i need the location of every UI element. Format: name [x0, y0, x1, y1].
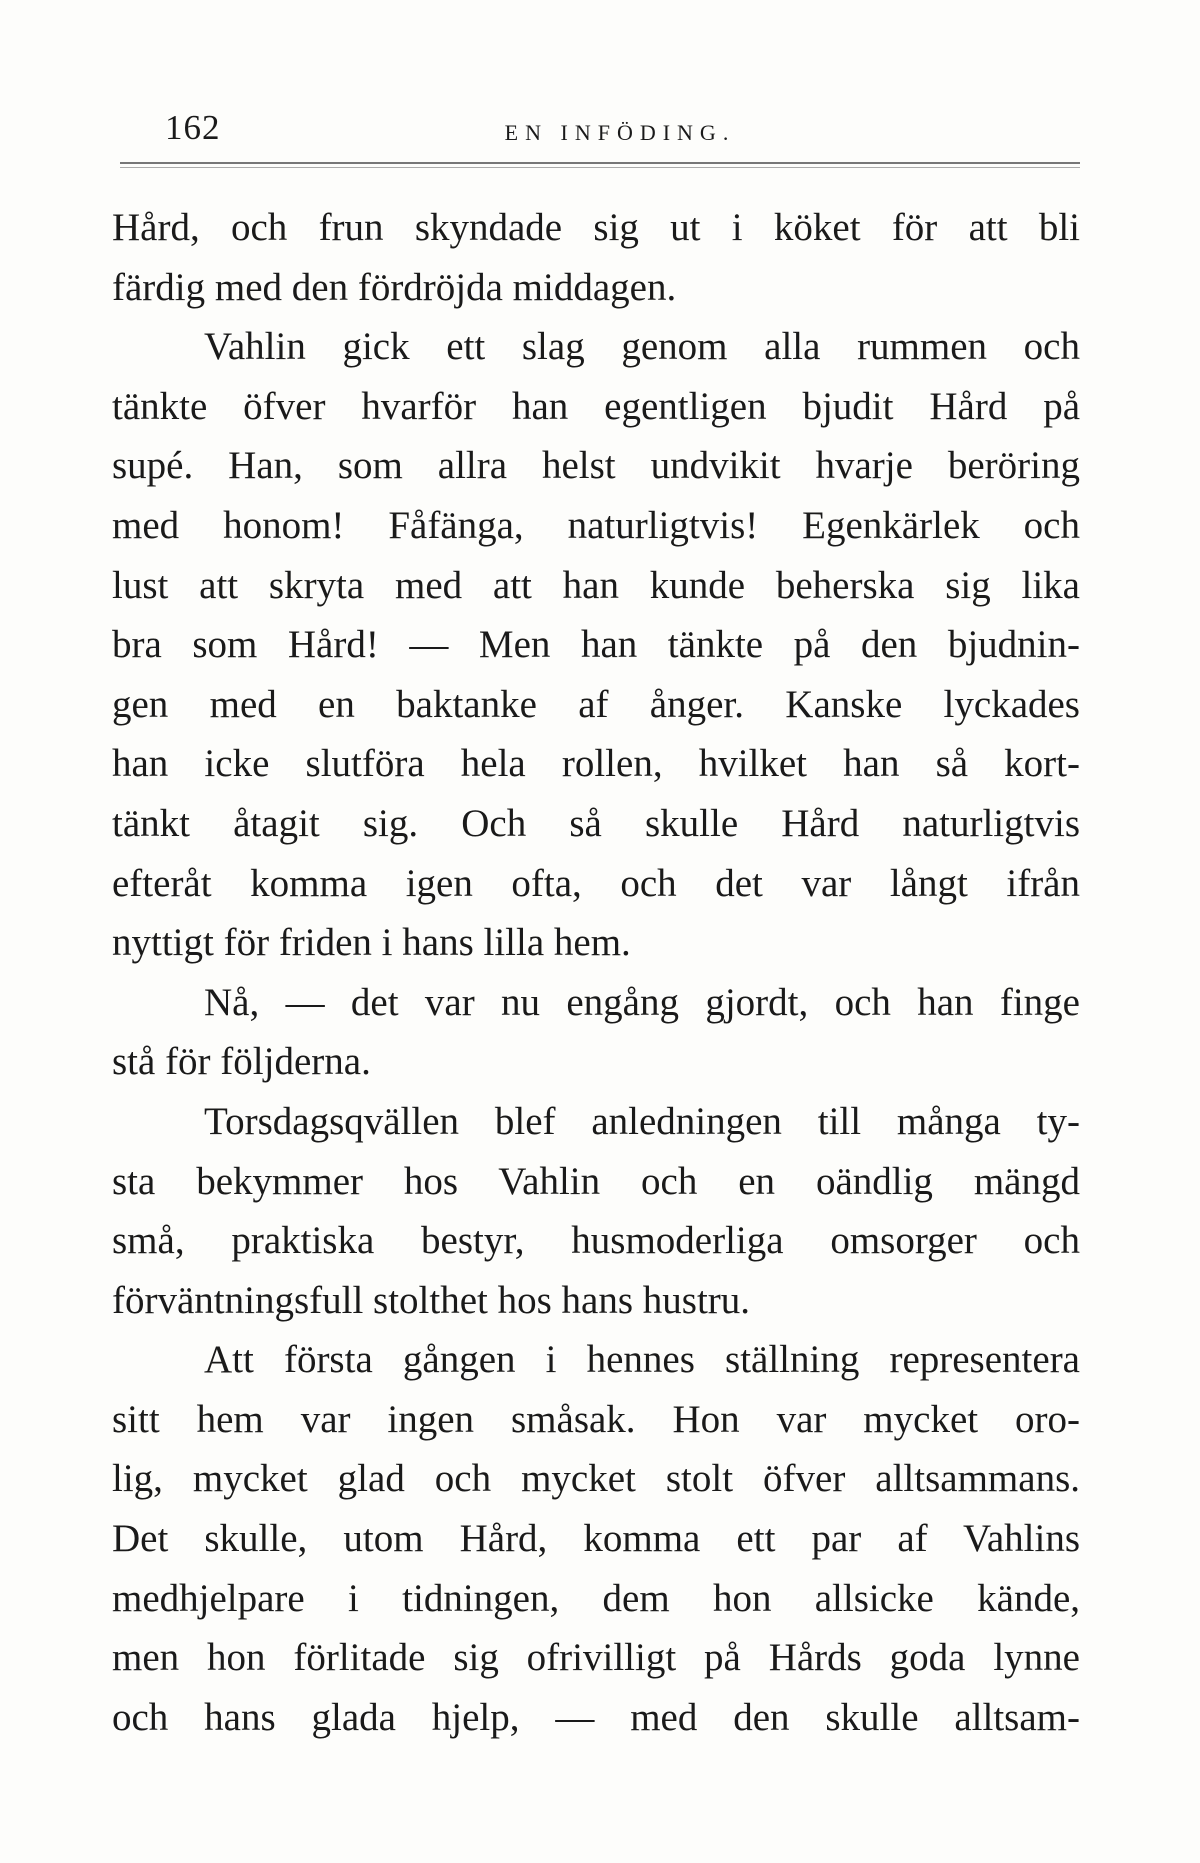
text-line: färdig med den fördröjda middagen.: [112, 265, 677, 309]
text-line: han icke slutföra hela rollen, hvilket han så kort-: [112, 742, 1080, 786]
text-line: och hans glada hjelp, — med den skulle alltsam-: [112, 1695, 1080, 1739]
header-rule: [120, 162, 1080, 164]
body-text: [112, 198, 1080, 1747]
text-line: Hård, och frun skyndade sig ut i köket för att bli: [112, 206, 1080, 249]
text-line: efteråt komma igen ofta, och det var långt ifrån: [112, 861, 1080, 905]
text-line: medhjelpare i tidningen, dem hon allsicke kände,: [112, 1576, 1080, 1620]
header-rule-thin: [120, 167, 1080, 168]
text-line: tänkte öfver hvarför han egentligen bjudit Hård på: [112, 384, 1080, 428]
page-number: 162: [165, 108, 221, 147]
text-line: Det skulle, utom Hård, komma ett par af Vahlins: [112, 1517, 1080, 1561]
text-line: med honom! Fåfänga, naturligtvis! Egenkärlek och: [112, 503, 1080, 547]
text-line: bra som Hård! — Men han tänkte på den bjudnin-: [112, 623, 1080, 667]
text-line: sta bekymmer hos Vahlin och en oändlig mängd: [112, 1159, 1080, 1203]
text-line: lust att skryta med att han kunde beherska sig lika: [112, 563, 1080, 607]
text-line: men hon förlitade sig ofrivilligt på Hårds goda lynne: [112, 1636, 1080, 1680]
text-line: sitt hem var ingen småsak. Hon var mycket oro-: [112, 1397, 1080, 1441]
text-line: tänkt åtagit sig. Och så skulle Hård naturligtvis: [112, 801, 1080, 845]
text-line: Nå, — det var nu engång gjordt, och han finge: [204, 980, 1080, 1024]
text-line: Torsdagsqvällen blef anledningen till många ty-: [204, 1099, 1080, 1143]
text-line: små, praktiska bestyr, husmoderliga omsorger och: [112, 1219, 1080, 1263]
text-line: Vahlin gick ett slag genom alla rummen och: [204, 325, 1080, 369]
text-line: gen med en baktanke af ånger. Kanske lyckades: [112, 682, 1080, 726]
text-line: lig, mycket glad och mycket stolt öfver alltsammans.: [112, 1457, 1080, 1501]
text-line: supé. Han, som allra helst undvikit hvarje beröring: [112, 444, 1080, 488]
text-line: förväntningsfull stolthet hos hans hustru.: [112, 1278, 751, 1322]
text-line: nyttigt för friden i hans lilla hem.: [112, 921, 631, 965]
running-title: EN INFÖDING.: [504, 120, 736, 145]
page-header: [165, 108, 1075, 158]
text-line: Att första gången i hennes ställning representera: [204, 1338, 1080, 1382]
text-line: stå för följderna.: [112, 1040, 371, 1084]
